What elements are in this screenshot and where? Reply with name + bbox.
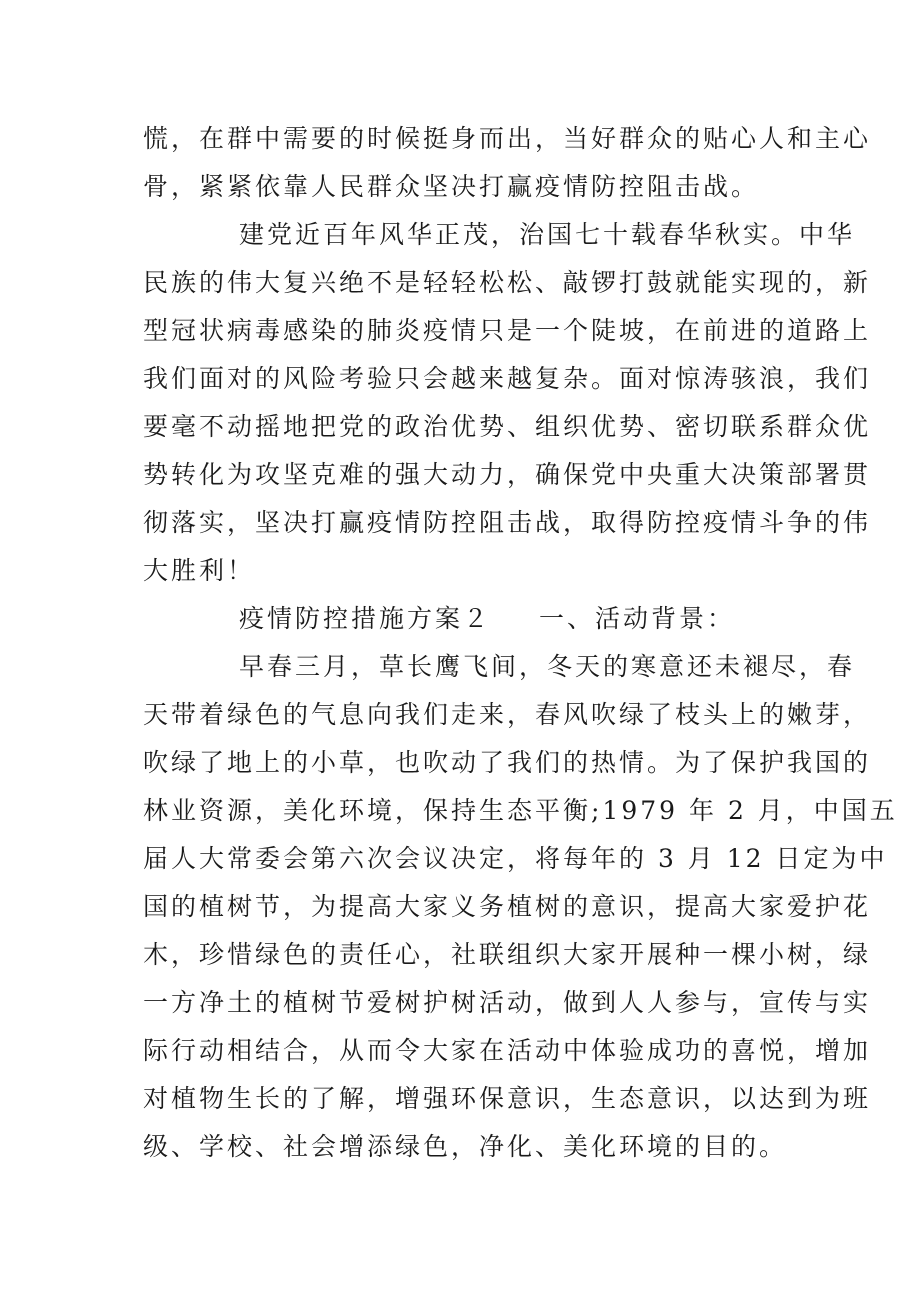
section-heading (239, 603, 799, 635)
paragraph-line: 早春三月，草长鹰飞间，冬天的寒意还未褪尽，春 (239, 652, 856, 681)
section-subtitle: 一、活动背景： (539, 604, 736, 633)
paragraph-line: 届人大常委会第六次会议决定，将每年的 3 月 12 日定为中 (143, 844, 888, 873)
paragraph-line: 彻落实，坚决打赢疫情防控阻击战，取得防控疫情斗争的伟 (143, 508, 872, 537)
paragraph-line: 对植物生长的了解，增强环保意识，生态意识，以达到为班 (143, 1084, 872, 1113)
paragraph-line: 建党近百年风华正茂，治国七十载春华秋实。中华 (239, 220, 856, 249)
paragraph-line: 木，珍惜绿色的责任心，社联组织大家开展种一棵小树，绿 (143, 940, 872, 969)
paragraph-line: 际行动相结合，从而令大家在活动中体验成功的喜悦，增加 (143, 1036, 872, 1065)
paragraph-line: 要毫不动摇地把党的政治优势、组织优势、密切联系群众优 (143, 412, 872, 441)
paragraph-line: 势转化为攻坚克难的强大动力，确保党中央重大决策部署贯 (143, 460, 872, 489)
paragraph-line: 型冠状病毒感染的肺炎疫情只是一个陡坡，在前进的道路上 (143, 316, 872, 345)
paragraph-line: 吹绿了地上的小草，也吹动了我们的热情。为了保护我国的 (143, 748, 872, 777)
paragraph-line: 骨，紧紧依靠人民群众坚决打赢疫情防控阻击战。 (143, 172, 760, 201)
paragraph-line: 天带着绿色的气息向我们走来，春风吹绿了枝头上的嫩芽， (143, 700, 872, 729)
paragraph-line: 慌，在群中需要的时候挺身而出，当好群众的贴心人和主心 (143, 124, 872, 153)
paragraph-line: 一方净土的植树节爱树护树活动，做到人人参与，宣传与实 (143, 988, 872, 1017)
section-title: 疫情防控措施方案２ (239, 604, 492, 633)
paragraph-line: 国的植树节，为提高大家义务植树的意识，提高大家爱护花 (143, 892, 872, 921)
paragraph-line: 我们面对的风险考验只会越来越复杂。面对惊涛骇浪，我们 (143, 364, 872, 393)
paragraph-line: 级、学校、社会增添绿色，净化、美化环境的目的。 (143, 1132, 788, 1161)
paragraph-line: 大胜利！ (143, 556, 256, 585)
paragraph-line: 民族的伟大复兴绝不是轻轻松松、敲锣打鼓就能实现的，新 (143, 268, 872, 297)
paragraph-line: 林业资源，美化环境，保持生态平衡;1979 年 2 月，中国五 (143, 796, 898, 825)
